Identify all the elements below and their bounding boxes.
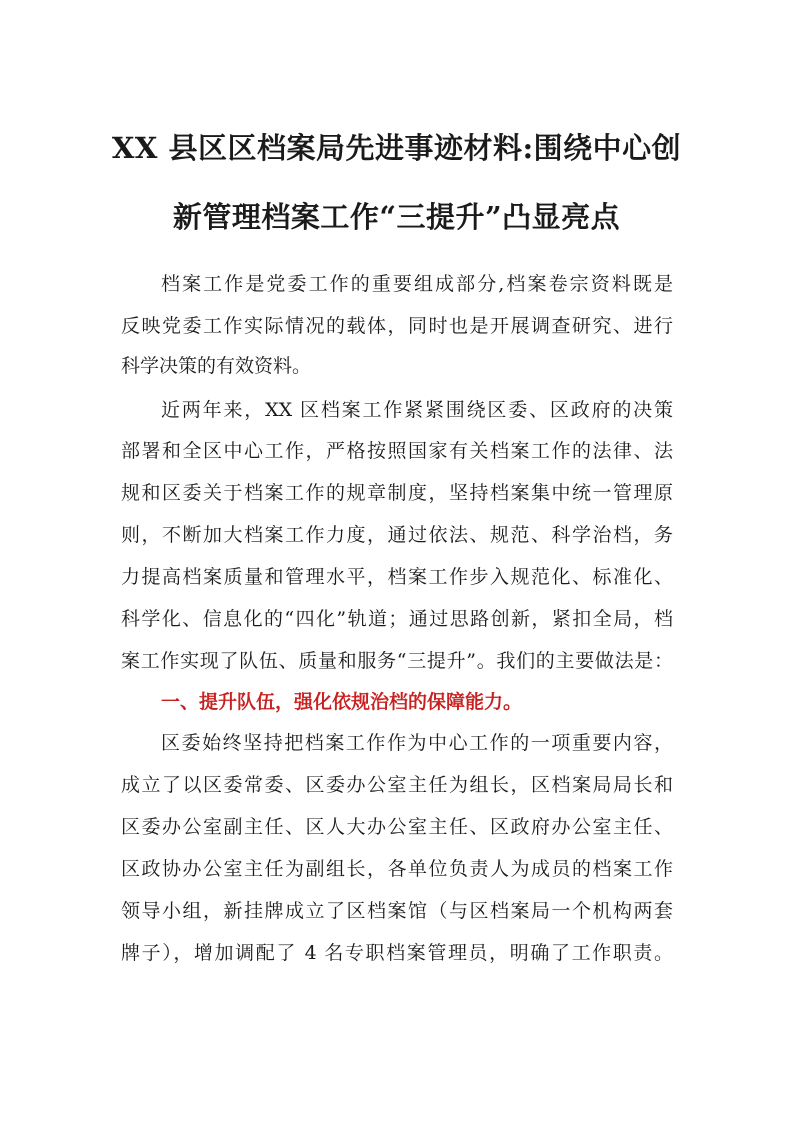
- paragraph-3-line-3: 区委办公室副主任、区人大办公室主任、区政府办公室主任、: [121, 816, 673, 838]
- section-heading: 一、提升队伍，强化依规治档的保障能力。: [161, 691, 523, 713]
- document-title-line-1: XX 县区区档案局先进事迹材料:围绕中心创: [111, 131, 682, 165]
- paragraph-1-line-2: 反映党委工作实际情况的载体，同时也是开展调查研究、进行: [121, 315, 673, 337]
- paragraph-3-line-2: 成立了以区委常委、区委办公室主任为组长，区档案局局长和: [121, 774, 673, 796]
- document-title-line-2: 新管理档案工作“三提升”凸显亮点: [172, 200, 621, 234]
- paragraph-2-line-5: 力提高档案质量和管理水平，档案工作步入规范化、标准化、: [121, 566, 673, 588]
- paragraph-2-line-7: 案工作实现了队伍、质量和服务“三提升”。我们的主要做法是：: [121, 650, 673, 672]
- paragraph-2-line-6: 科学化、信息化的“四化”轨道；通过思路创新，紧扣全局，档: [121, 608, 673, 630]
- paragraph-1-line-1: 档案工作是党委工作的重要组成部分,档案卷宗资料既是: [161, 273, 673, 295]
- paragraph-3-line-5: 领导小组，新挂牌成立了区档案馆（与区档案局一个机构两套: [121, 900, 673, 922]
- paragraph-3-line-4: 区政协办公室主任为副组长，各单位负责人为成员的档案工作: [121, 858, 673, 880]
- paragraph-2-line-2: 部署和全区中心工作，严格按照国家有关档案工作的法律、法: [121, 440, 673, 462]
- paragraph-2-line-1: 近两年来，XX 区档案工作紧紧围绕区委、区政府的决策: [161, 399, 673, 421]
- paragraph-2-line-4: 则，不断加大档案工作力度，通过依法、规范、科学治档，务: [121, 524, 673, 546]
- paragraph-3-line-6: 牌子），增加调配了 4 名专职档案管理员，明确了工作职责。: [121, 942, 673, 964]
- paragraph-1-line-3: 科学决策的有效资料。: [121, 355, 312, 377]
- paragraph-2-line-3: 规和区委关于档案工作的规章制度，坚持档案集中统一管理原: [121, 482, 673, 504]
- paragraph-3-line-1: 区委始终坚持把档案工作作为中心工作的一项重要内容，: [161, 732, 673, 754]
